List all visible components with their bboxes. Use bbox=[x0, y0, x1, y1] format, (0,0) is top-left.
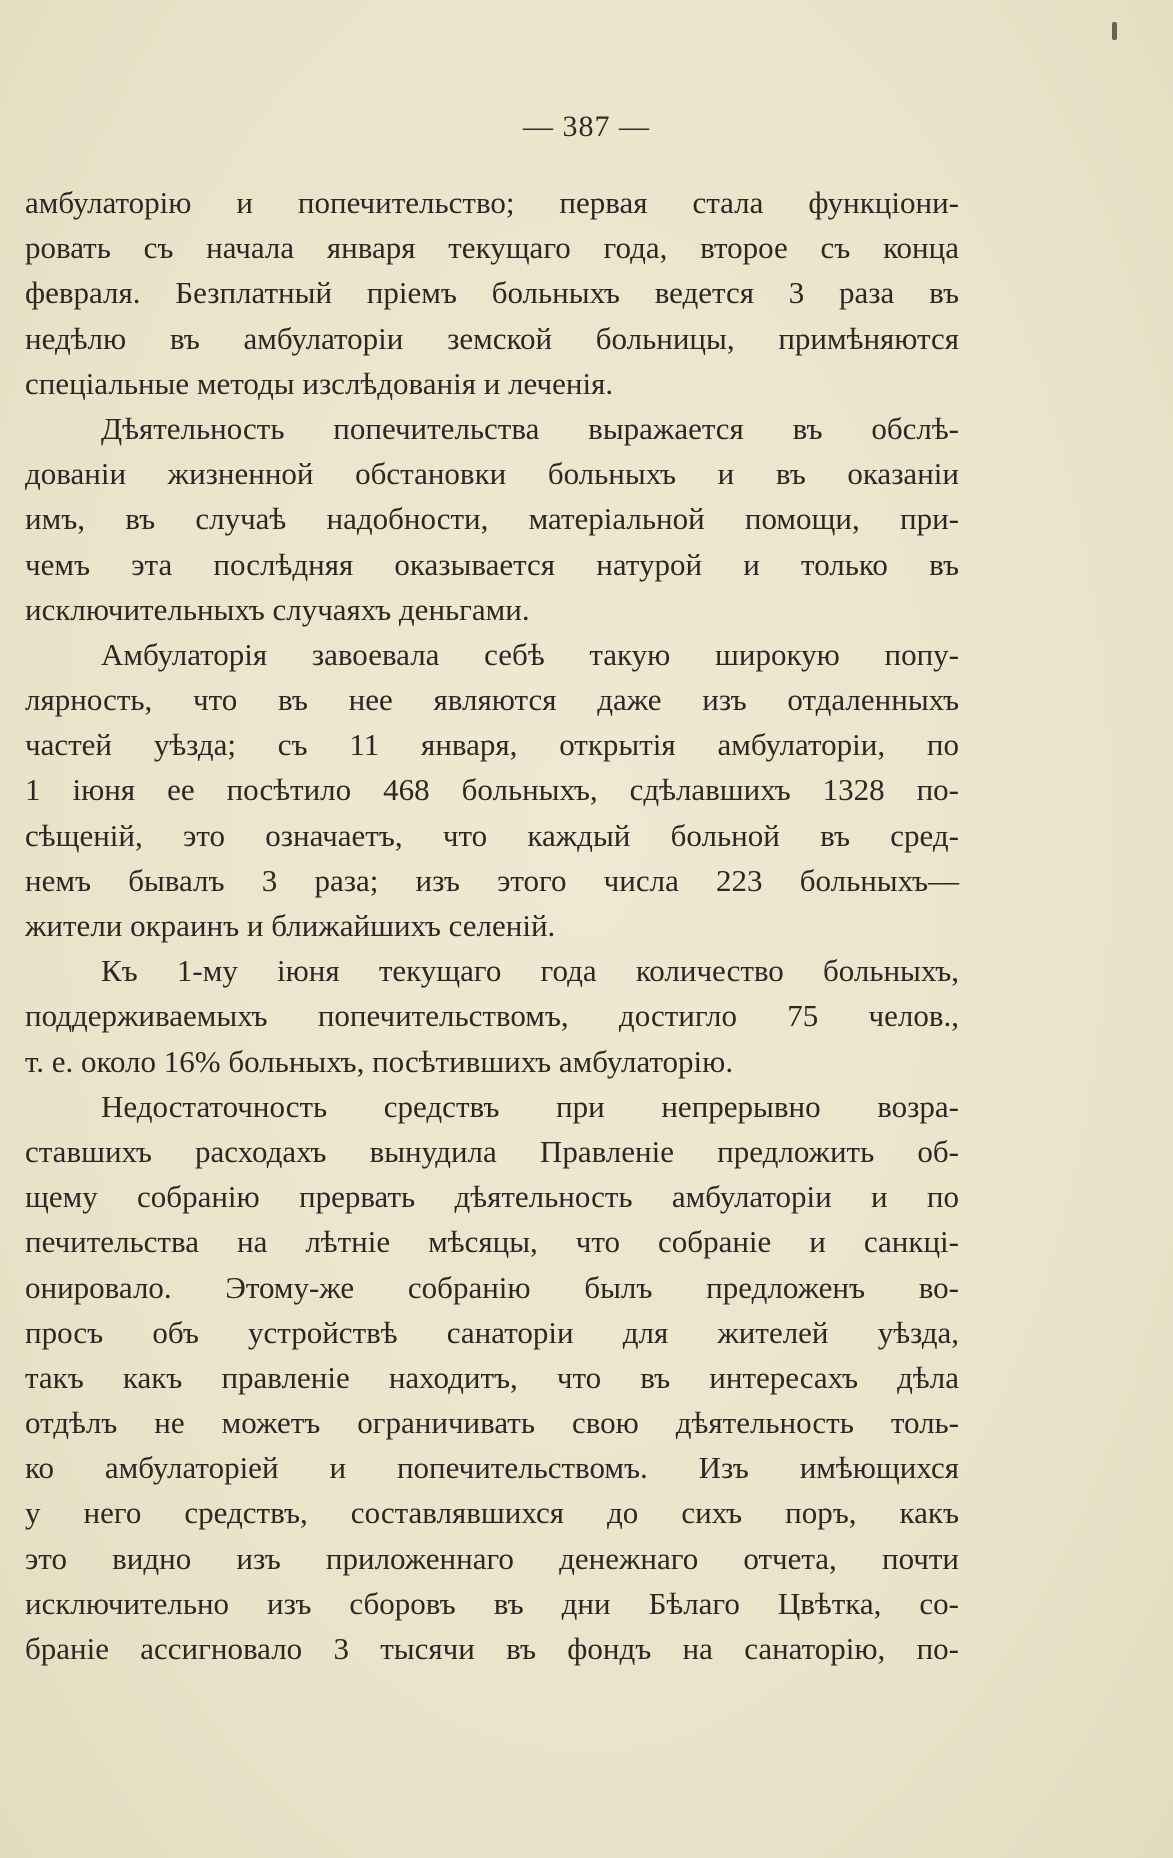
text-line: исключительно изъ сборовъ въ дни Бѣлаго Цвѣтка, со- bbox=[25, 1585, 959, 1621]
text-line: браніе ассигновало 3 тысячи въ фондъ на санаторію, по- bbox=[25, 1631, 959, 1666]
text-line: печительства на лѣтніе мѣсяцы, что собраніе и санкці- bbox=[25, 1224, 959, 1260]
text-line: имъ, въ случаѣ надобности, матеріальной помощи, при- bbox=[25, 501, 959, 537]
page-edge-mark bbox=[1112, 22, 1117, 40]
text-line: ровать съ начала января текущаго года, второе съ конца bbox=[25, 230, 959, 266]
text-line: это видно изъ приложеннаго денежнаго отчета, почти bbox=[25, 1540, 959, 1576]
text-line: дованіи жизненной обстановки больныхъ и въ оказаніи bbox=[25, 456, 959, 492]
page-number: — 387 — bbox=[523, 110, 650, 143]
text-line: Амбулаторія завоевала себѣ такую широкую попу- bbox=[101, 636, 959, 672]
text-line: спеціальные методы изслѣдованія и леченія. bbox=[25, 365, 614, 401]
text-line: февраля. Безплатный пріемъ больныхъ ведется 3 раза въ bbox=[25, 275, 959, 311]
text-line: такъ какъ правленіе находитъ, что въ интересахъ дѣла bbox=[25, 1359, 959, 1395]
text-line: ко амбулаторіей и попечительствомъ. Изъ имѣющихся bbox=[25, 1450, 959, 1486]
text-line: исключительныхъ случаяхъ деньгами. bbox=[25, 591, 530, 627]
text-line: амбулаторію и попечительство; первая стала функціони- bbox=[25, 185, 959, 220]
text-line: Недостаточность средствъ при непрерывно возра- bbox=[101, 1088, 959, 1124]
text-line: сѣщеній, это означаетъ, что каждый больной въ сред- bbox=[25, 817, 959, 853]
text-line: щему собранію прервать дѣятельность амбулаторіи и по bbox=[25, 1179, 959, 1215]
text-line: поддерживаемыхъ попечительствомъ, достигло 75 челов., bbox=[25, 998, 959, 1034]
text-line: чемъ эта послѣдняя оказывается натурой и только въ bbox=[25, 546, 959, 582]
text-line: частей уѣзда; съ 11 января, открытія амбулаторіи, по bbox=[25, 727, 959, 763]
text-line: онировало. Этому-же собранію былъ предложенъ во- bbox=[25, 1269, 959, 1305]
text-line: недѣлю въ амбулаторіи земской больницы, примѣняются bbox=[25, 320, 959, 356]
text-line: т. е. около 16% больныхъ, посѣтившихъ амбулаторію. bbox=[25, 1043, 734, 1079]
text-line: немъ бывалъ 3 раза; изъ этого числа 223 больныхъ— bbox=[25, 862, 959, 898]
body-text bbox=[25, 180, 959, 1671]
text-line: просъ объ устройствѣ санаторіи для жителей уѣзда, bbox=[25, 1314, 959, 1350]
text-line: Къ 1-му іюня текущаго года количество больныхъ, bbox=[101, 953, 959, 989]
text-line: лярность, что въ нее являются даже изъ отдаленныхъ bbox=[25, 682, 959, 718]
text-line: жители окраинъ и ближайшихъ селеній. bbox=[25, 908, 556, 943]
text-line: 1 іюня ее посѣтило 468 больныхъ, сдѣлавшихъ 1328 по- bbox=[25, 772, 959, 808]
text-line: ставшихъ расходахъ вынудила Правленіе предложить об- bbox=[25, 1133, 959, 1169]
text-line: отдѣлъ не можетъ ограничивать свою дѣятельность толь- bbox=[25, 1405, 959, 1441]
text-line: Дѣятельность попечительства выражается въ обслѣ- bbox=[101, 410, 959, 446]
text-line: у него средствъ, составлявшихся до сихъ поръ, какъ bbox=[25, 1495, 959, 1531]
